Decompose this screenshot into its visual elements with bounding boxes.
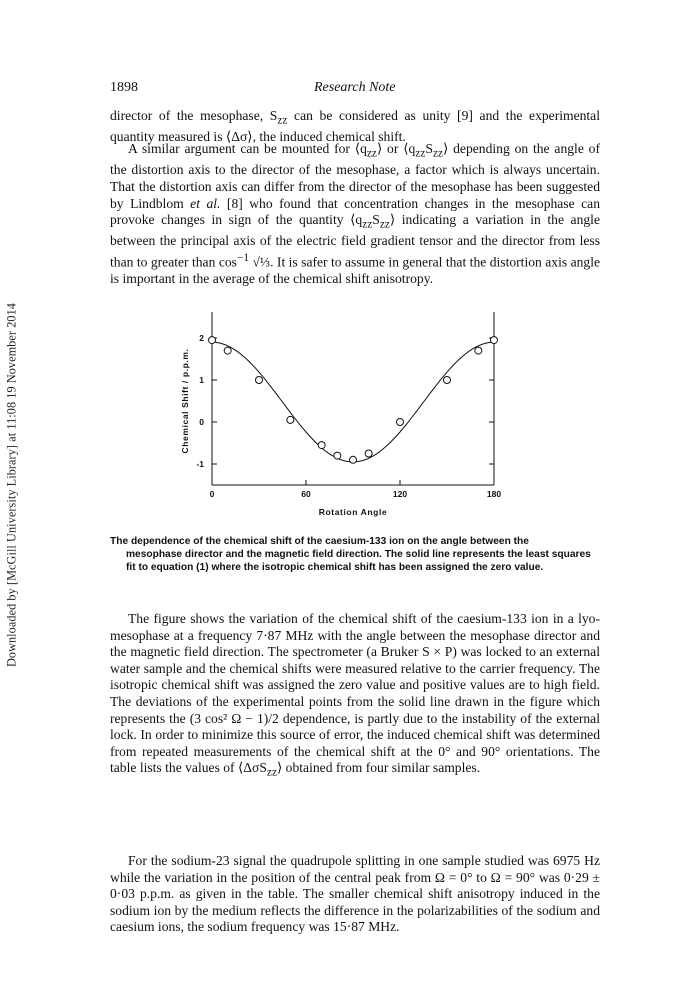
paragraph-1: director of the mesophase, $S_{zz}$ can be considered as unity [9] and the experimental quantity measured is ⟨Δσ⟩, the induced chemical shift. — [110, 108, 600, 145]
data-point — [444, 377, 451, 384]
data-point — [475, 347, 482, 354]
data-point — [318, 442, 325, 449]
y-tick-label: 2 — [199, 333, 204, 343]
page-number: 1898 — [110, 80, 138, 95]
y-axis-label: Chemical Shift / p.p.m. — [180, 348, 190, 454]
chemical-shift-chart — [170, 305, 510, 530]
data-point — [287, 416, 294, 423]
data-point — [350, 456, 357, 463]
y-tick-label: 0 — [199, 417, 204, 427]
fit-curve — [212, 342, 494, 462]
data-point — [224, 347, 231, 354]
figure-caption-body: mesophase director and the magnetic field direction. The solid line represents the least squares fit to equation (1) where the isotropic chemical shift has been assigned the zero value. — [126, 549, 591, 573]
figure-caption — [110, 535, 600, 574]
data-point — [491, 337, 498, 344]
page-header — [110, 80, 600, 100]
x-axis-label: Rotation Angle — [318, 507, 388, 517]
data-point — [365, 450, 372, 457]
data-point — [209, 337, 216, 344]
x-tick-label: 120 — [392, 489, 408, 499]
paragraph-2: A similar argument can be mounted for $⟨q_{zz}⟩$ or $⟨q_{zz}S_{zz}⟩$ depending on the angle of the distortion axis to the director of the mesophase, a factor which is always uncertain. That the distortion axis can differ from the director of the mesophase has been suggested by Lindblom et al. [8] who found that concentration changes in the mesophase can provoke changes in sign of the quantity $⟨q_{zz}S_{zz}⟩$ indicating a variation in the angle between the principal axis of the electric field gradient tensor and the director from less than to greater than $\cos^{-1}$ √⅓. It is safer to assume in general that the distortion axis angle is important in the average of the chemical shift anisotropy. — [110, 141, 601, 287]
download-watermark-text: Downloaded by [McGill University Library] at 11:08 19 November 2014 — [4, 302, 19, 668]
paragraph-3: The figure shows the variation of the chemical shift of the caesium-133 ion in a lyo-mesophase at a frequency 7·87 MHz with the angle between the mesophase director and the magnetic field direction. The spectrometer (a Bruker S × P) was locked to an external water sample and the chemical shifts were measured relative to the carrier frequency. The isotropic chemical shift was assigned the zero value and positive values are to high field. The deviations of the experimental points from the solid line drawn in the figure which represents the (3 cos² Ω − 1)/2 dependence, is partly due to the instability of the external lock. In order to minimize this source of error, the induced chemical shift was determined from repeated measurements of the chemical shift at the 0° and 90° orientations. The table lists the values of ⟨ΔσS$_{zz}$⟩ obtained from four similar samples. — [110, 611, 600, 780]
running-title: Research Note — [314, 80, 396, 95]
data-point — [256, 377, 263, 384]
download-watermark — [4, 250, 20, 720]
x-tick-label: 60 — [301, 489, 311, 499]
x-tick-label: 180 — [486, 489, 502, 499]
x-tick-label: 0 — [209, 489, 215, 499]
figure-caption-first-line: The dependence of the chemical shift of the caesium-133 ion on the angle between the — [110, 536, 529, 547]
y-tick-label: -1 — [196, 459, 204, 469]
data-point — [334, 452, 341, 459]
paragraph-4: For the sodium-23 signal the quadrupole splitting in one sample studied was 6975 Hz while the variation in the position of the central peak from Ω = 0° to Ω = 90° was 0·29 ± 0·03 p.p.m. as given in the table. The smaller chemical shift anisotropy induced in the sodium ion by the medium reflects the difference in the polarizabilities of the sodium and caesium ions, the sodium frequency was 15·87 MHz. — [110, 853, 600, 935]
y-tick-label: 1 — [199, 375, 204, 385]
data-point — [397, 419, 404, 426]
